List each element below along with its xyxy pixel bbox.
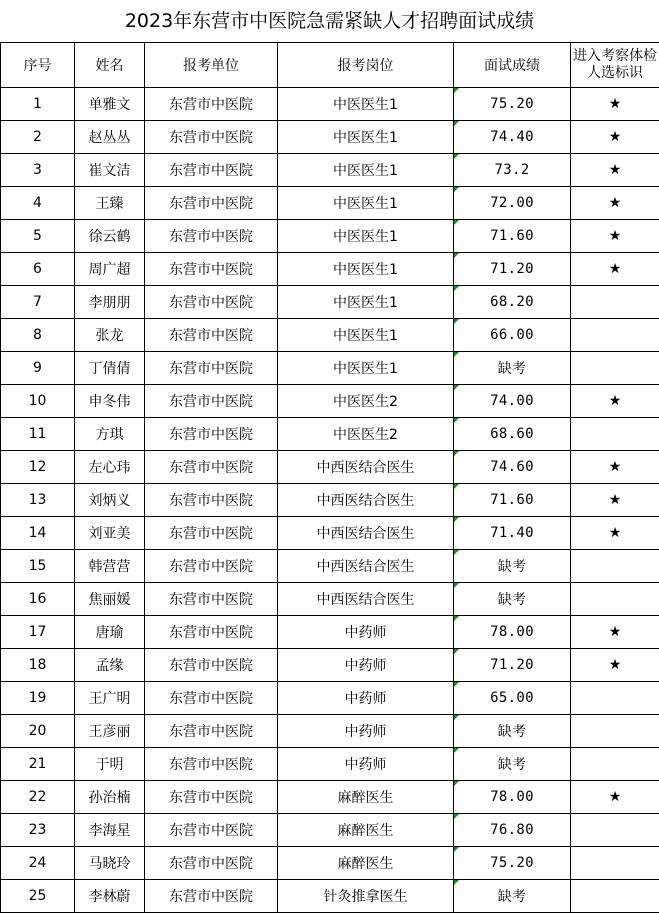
cell-unit: 东营市中医院 bbox=[145, 121, 278, 154]
cell-index: 14 bbox=[1, 517, 75, 550]
cell-selection-mark bbox=[571, 715, 659, 748]
cell-position: 中医医生1 bbox=[278, 253, 454, 286]
table-row bbox=[1, 616, 659, 649]
cell-position: 中药师 bbox=[278, 682, 454, 715]
cell-index: 9 bbox=[1, 352, 75, 385]
cell-score: 71.20 bbox=[454, 649, 571, 682]
cell-unit: 东营市中医院 bbox=[145, 451, 278, 484]
table-row bbox=[1, 154, 659, 187]
cell-index: 11 bbox=[1, 418, 75, 451]
cell-selection-mark: ★ bbox=[571, 187, 659, 220]
cell-position: 中医医生1 bbox=[278, 154, 454, 187]
cell-index: 7 bbox=[1, 286, 75, 319]
cell-selection-mark bbox=[571, 319, 659, 352]
cell-index: 1 bbox=[1, 88, 75, 121]
cell-unit: 东营市中医院 bbox=[145, 880, 278, 913]
cell-score: 65.00 bbox=[454, 682, 571, 715]
cell-name: 李海星 bbox=[75, 814, 145, 847]
cell-score: 缺考 bbox=[454, 550, 571, 583]
cell-name: 崔文洁 bbox=[75, 154, 145, 187]
cell-position: 中西医结合医生 bbox=[278, 550, 454, 583]
cell-selection-mark bbox=[571, 847, 659, 880]
cell-score: 74.00 bbox=[454, 385, 571, 418]
cell-index: 17 bbox=[1, 616, 75, 649]
cell-unit: 东营市中医院 bbox=[145, 385, 278, 418]
cell-name: 王彦丽 bbox=[75, 715, 145, 748]
cell-name: 丁倩倩 bbox=[75, 352, 145, 385]
cell-selection-mark: ★ bbox=[571, 616, 659, 649]
table-row bbox=[1, 286, 659, 319]
cell-position: 麻醉医生 bbox=[278, 781, 454, 814]
table-header-row bbox=[1, 43, 659, 88]
cell-unit: 东营市中医院 bbox=[145, 583, 278, 616]
cell-position: 中药师 bbox=[278, 616, 454, 649]
table-row bbox=[1, 88, 659, 121]
cell-unit: 东营市中医院 bbox=[145, 517, 278, 550]
cell-selection-mark: ★ bbox=[571, 88, 659, 121]
cell-score: 78.00 bbox=[454, 616, 571, 649]
cell-score: 71.40 bbox=[454, 517, 571, 550]
cell-score: 68.60 bbox=[454, 418, 571, 451]
header-position: 报考岗位 bbox=[278, 43, 454, 88]
cell-score: 76.80 bbox=[454, 814, 571, 847]
cell-selection-mark bbox=[571, 418, 659, 451]
cell-score: 74.40 bbox=[454, 121, 571, 154]
cell-score: 68.20 bbox=[454, 286, 571, 319]
cell-index: 10 bbox=[1, 385, 75, 418]
table-row bbox=[1, 418, 659, 451]
cell-name: 李朋朋 bbox=[75, 286, 145, 319]
cell-position: 中药师 bbox=[278, 748, 454, 781]
cell-selection-mark: ★ bbox=[571, 253, 659, 286]
cell-unit: 东营市中医院 bbox=[145, 286, 278, 319]
cell-unit: 东营市中医院 bbox=[145, 715, 278, 748]
header-unit: 报考单位 bbox=[145, 43, 278, 88]
interview-score-table bbox=[0, 42, 659, 913]
table-row bbox=[1, 484, 659, 517]
cell-index: 5 bbox=[1, 220, 75, 253]
cell-position: 针灸推拿医生 bbox=[278, 880, 454, 913]
cell-score: 66.00 bbox=[454, 319, 571, 352]
table-row bbox=[1, 121, 659, 154]
cell-index: 23 bbox=[1, 814, 75, 847]
cell-index: 24 bbox=[1, 847, 75, 880]
cell-name: 焦丽媛 bbox=[75, 583, 145, 616]
cell-name: 赵丛丛 bbox=[75, 121, 145, 154]
cell-selection-mark: ★ bbox=[571, 385, 659, 418]
cell-selection-mark: ★ bbox=[571, 781, 659, 814]
cell-index: 3 bbox=[1, 154, 75, 187]
cell-index: 19 bbox=[1, 682, 75, 715]
cell-score: 74.60 bbox=[454, 451, 571, 484]
cell-selection-mark bbox=[571, 814, 659, 847]
table-row bbox=[1, 583, 659, 616]
table-row bbox=[1, 880, 659, 913]
cell-name: 王广明 bbox=[75, 682, 145, 715]
table-row bbox=[1, 847, 659, 880]
cell-index: 8 bbox=[1, 319, 75, 352]
cell-selection-mark bbox=[571, 682, 659, 715]
cell-selection-mark: ★ bbox=[571, 121, 659, 154]
cell-score: 缺考 bbox=[454, 880, 571, 913]
cell-unit: 东营市中医院 bbox=[145, 352, 278, 385]
cell-selection-mark: ★ bbox=[571, 451, 659, 484]
cell-name: 王臻 bbox=[75, 187, 145, 220]
cell-name: 唐瑜 bbox=[75, 616, 145, 649]
cell-score: 78.00 bbox=[454, 781, 571, 814]
cell-index: 16 bbox=[1, 583, 75, 616]
table-row bbox=[1, 385, 659, 418]
table-row bbox=[1, 517, 659, 550]
cell-position: 中医医生1 bbox=[278, 121, 454, 154]
cell-position: 中西医结合医生 bbox=[278, 583, 454, 616]
cell-position: 中药师 bbox=[278, 715, 454, 748]
cell-position: 中医医生1 bbox=[278, 220, 454, 253]
page-title: 2023年东营市中医院急需紧缺人才招聘面试成绩 bbox=[0, 0, 659, 42]
cell-selection-mark bbox=[571, 550, 659, 583]
cell-name: 李林蔚 bbox=[75, 880, 145, 913]
cell-unit: 东营市中医院 bbox=[145, 781, 278, 814]
cell-score: 缺考 bbox=[454, 715, 571, 748]
table-row bbox=[1, 253, 659, 286]
cell-position: 中医医生1 bbox=[278, 286, 454, 319]
cell-index: 4 bbox=[1, 187, 75, 220]
cell-name: 刘亚美 bbox=[75, 517, 145, 550]
cell-unit: 东营市中医院 bbox=[145, 649, 278, 682]
cell-index: 20 bbox=[1, 715, 75, 748]
cell-name: 于明 bbox=[75, 748, 145, 781]
header-index: 序号 bbox=[1, 43, 75, 88]
cell-name: 左心玮 bbox=[75, 451, 145, 484]
cell-position: 中西医结合医生 bbox=[278, 517, 454, 550]
cell-name: 张龙 bbox=[75, 319, 145, 352]
table-row bbox=[1, 748, 659, 781]
cell-unit: 东营市中医院 bbox=[145, 418, 278, 451]
cell-position: 中医医生2 bbox=[278, 418, 454, 451]
cell-position: 中医医生2 bbox=[278, 385, 454, 418]
cell-unit: 东营市中医院 bbox=[145, 682, 278, 715]
cell-position: 中西医结合医生 bbox=[278, 484, 454, 517]
cell-index: 25 bbox=[1, 880, 75, 913]
cell-selection-mark: ★ bbox=[571, 649, 659, 682]
cell-score: 71.60 bbox=[454, 220, 571, 253]
table-row bbox=[1, 451, 659, 484]
table-row bbox=[1, 220, 659, 253]
cell-name: 徐云鹤 bbox=[75, 220, 145, 253]
cell-position: 中医医生1 bbox=[278, 187, 454, 220]
cell-unit: 东营市中医院 bbox=[145, 220, 278, 253]
cell-index: 18 bbox=[1, 649, 75, 682]
table-row bbox=[1, 715, 659, 748]
cell-score: 缺考 bbox=[454, 583, 571, 616]
cell-name: 方琪 bbox=[75, 418, 145, 451]
cell-score: 71.20 bbox=[454, 253, 571, 286]
cell-selection-mark: ★ bbox=[571, 484, 659, 517]
cell-score: 73.2 bbox=[454, 154, 571, 187]
cell-unit: 东营市中医院 bbox=[145, 187, 278, 220]
cell-position: 中医医生1 bbox=[278, 319, 454, 352]
table-row bbox=[1, 814, 659, 847]
cell-selection-mark bbox=[571, 583, 659, 616]
cell-name: 单雅文 bbox=[75, 88, 145, 121]
cell-score: 缺考 bbox=[454, 352, 571, 385]
table-row bbox=[1, 781, 659, 814]
cell-index: 12 bbox=[1, 451, 75, 484]
cell-index: 21 bbox=[1, 748, 75, 781]
cell-position: 中西医结合医生 bbox=[278, 451, 454, 484]
cell-index: 6 bbox=[1, 253, 75, 286]
cell-selection-mark: ★ bbox=[571, 220, 659, 253]
cell-score: 缺考 bbox=[454, 748, 571, 781]
cell-unit: 东营市中医院 bbox=[145, 319, 278, 352]
cell-unit: 东营市中医院 bbox=[145, 88, 278, 121]
cell-name: 孙治楠 bbox=[75, 781, 145, 814]
cell-index: 13 bbox=[1, 484, 75, 517]
cell-selection-mark bbox=[571, 286, 659, 319]
cell-selection-mark: ★ bbox=[571, 154, 659, 187]
cell-index: 2 bbox=[1, 121, 75, 154]
cell-score: 75.20 bbox=[454, 88, 571, 121]
cell-name: 马晓玲 bbox=[75, 847, 145, 880]
cell-index: 15 bbox=[1, 550, 75, 583]
cell-unit: 东营市中医院 bbox=[145, 847, 278, 880]
cell-position: 中药师 bbox=[278, 649, 454, 682]
cell-name: 韩营营 bbox=[75, 550, 145, 583]
table-row bbox=[1, 682, 659, 715]
cell-index: 22 bbox=[1, 781, 75, 814]
table-row bbox=[1, 187, 659, 220]
table-row bbox=[1, 352, 659, 385]
header-selection-mark: 进入考察体检人选标识 bbox=[571, 43, 659, 88]
cell-unit: 东营市中医院 bbox=[145, 748, 278, 781]
cell-unit: 东营市中医院 bbox=[145, 814, 278, 847]
cell-unit: 东营市中医院 bbox=[145, 484, 278, 517]
cell-selection-mark bbox=[571, 352, 659, 385]
cell-name: 孟缘 bbox=[75, 649, 145, 682]
cell-position: 中医医生1 bbox=[278, 88, 454, 121]
cell-position: 麻醉医生 bbox=[278, 814, 454, 847]
header-name: 姓名 bbox=[75, 43, 145, 88]
cell-unit: 东营市中医院 bbox=[145, 154, 278, 187]
cell-position: 麻醉医生 bbox=[278, 847, 454, 880]
cell-unit: 东营市中医院 bbox=[145, 616, 278, 649]
cell-unit: 东营市中医院 bbox=[145, 550, 278, 583]
cell-selection-mark bbox=[571, 880, 659, 913]
cell-score: 72.00 bbox=[454, 187, 571, 220]
cell-position: 中医医生1 bbox=[278, 352, 454, 385]
cell-selection-mark bbox=[571, 748, 659, 781]
cell-unit: 东营市中医院 bbox=[145, 253, 278, 286]
cell-name: 刘炳义 bbox=[75, 484, 145, 517]
cell-name: 申冬伟 bbox=[75, 385, 145, 418]
table-row bbox=[1, 550, 659, 583]
table-row bbox=[1, 319, 659, 352]
header-score: 面试成绩 bbox=[454, 43, 571, 88]
cell-selection-mark: ★ bbox=[571, 517, 659, 550]
cell-score: 75.20 bbox=[454, 847, 571, 880]
cell-score: 71.60 bbox=[454, 484, 571, 517]
cell-name: 周广超 bbox=[75, 253, 145, 286]
table-row bbox=[1, 649, 659, 682]
